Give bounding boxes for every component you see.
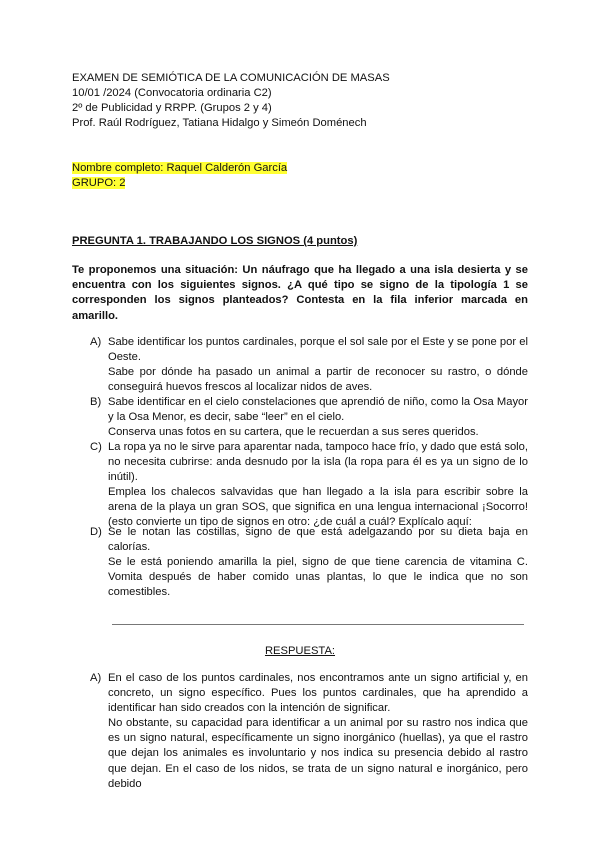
item-letter: C) xyxy=(90,441,102,453)
item-paragraph: Sabe identificar en el cielo constelaciones que aprendió de niño, como la Osa Mayor y la Osa Menor, es decir, sabe “leer” en el cielo. xyxy=(108,396,528,424)
item-paragraph: Emplea los chalecos salvavidas que han llegado a la isla para escribir sobre la arena de la playa un gran SOS, que significa en una lengua internacional ¡Socorro! (esto convierte un tipo de signos en otro: ¿de cuál a cuál? Explícalo aquí: xyxy=(108,486,528,529)
student-name-line xyxy=(72,161,287,175)
item-letter: D) xyxy=(90,526,102,538)
student-name: Nombre completo: Raquel Calderón García xyxy=(72,162,288,174)
item-paragraph: Se le notan las costillas, signo de que está adelgazando por su dieta baja en calorías. xyxy=(108,526,528,554)
item-paragraph: Conserva unas fotos en su cartera, que le recuerdan a sus seres queridos. xyxy=(108,426,479,439)
question-item-b xyxy=(90,395,528,440)
item-paragraph: Se le está poniendo amarilla la piel, signo de que tiene carencia de vitamina C. Vomita después de haber comido unas plantas, lo que le indica que no son comestibles. xyxy=(108,556,528,599)
item-letter: A) xyxy=(90,336,102,348)
item-letter: B) xyxy=(90,396,102,408)
answer-heading-wrap xyxy=(72,644,528,658)
section-divider xyxy=(112,624,524,625)
answer-letter: A) xyxy=(90,672,102,684)
answer-item-a xyxy=(90,671,528,792)
student-group-line xyxy=(72,176,125,190)
item-paragraph: Sabe identificar los puntos cardinales, porque el sol sale por el Este y se pone por el Oeste. xyxy=(108,336,528,364)
question-item-a xyxy=(90,335,528,395)
exam-date: 10/01 /2024 (Convocatoria ordinaria C2) xyxy=(72,87,272,99)
question-item-d xyxy=(90,525,528,600)
question-heading: PREGUNTA 1. TRABAJANDO LOS SIGNOS (4 puntos) xyxy=(72,235,358,247)
professors: Prof. Raúl Rodríguez, Tatiana Hidalgo y Simeón Doménech xyxy=(72,117,367,129)
question-prompt: Te proponemos una situación: Un náufrago que ha llegado a una isla desierta y se encuentra con los siguientes signos. ¿A qué tipo se signo de la tipología 1 se corresponden los signos planteados? Contesta en la fila inferior marcada en amarillo. xyxy=(72,264,528,322)
answer-paragraph: No obstante, su capacidad para identificar a un animal por su rastro nos indica que es un signo natural, específicamente un signo inorgánico (huellas), ya que el rastro que dejan los animales es involuntario y nos indica su presencia debido al rastro que dejan. En el caso de los nidos, se trata de un signo natural e inorgánico, pero debido xyxy=(108,717,528,790)
item-paragraph: Sabe por dónde ha pasado un animal a partir de reconocer su rastro, o dónde conseguirá huevos frescos al localizar nidos de aves. xyxy=(108,366,528,394)
question-item-c xyxy=(90,440,528,531)
course-info: 2º de Publicidad y RRPP. (Grupos 2 y 4) xyxy=(72,102,272,114)
answer-heading: RESPUESTA: xyxy=(264,645,336,657)
item-paragraph: La ropa ya no le sirve para aparentar nada, tampoco hace frío, y dado que está solo, no necesita cubrirse: anda desnudo por la isla (la ropa para él es ya un signo de lo inútil). xyxy=(108,441,528,484)
exam-title: EXAMEN DE SEMIÓTICA DE LA COMUNICACIÓN DE MASAS xyxy=(72,72,390,84)
student-group: GRUPO: 2 xyxy=(72,177,126,189)
answer-paragraph: En el caso de los puntos cardinales, nos encontramos ante un signo artificial y, en concreto, un signo específico. Pues los puntos cardinales, que ha aprendido a identificar han sido creados con la intención de significar. xyxy=(108,672,528,715)
